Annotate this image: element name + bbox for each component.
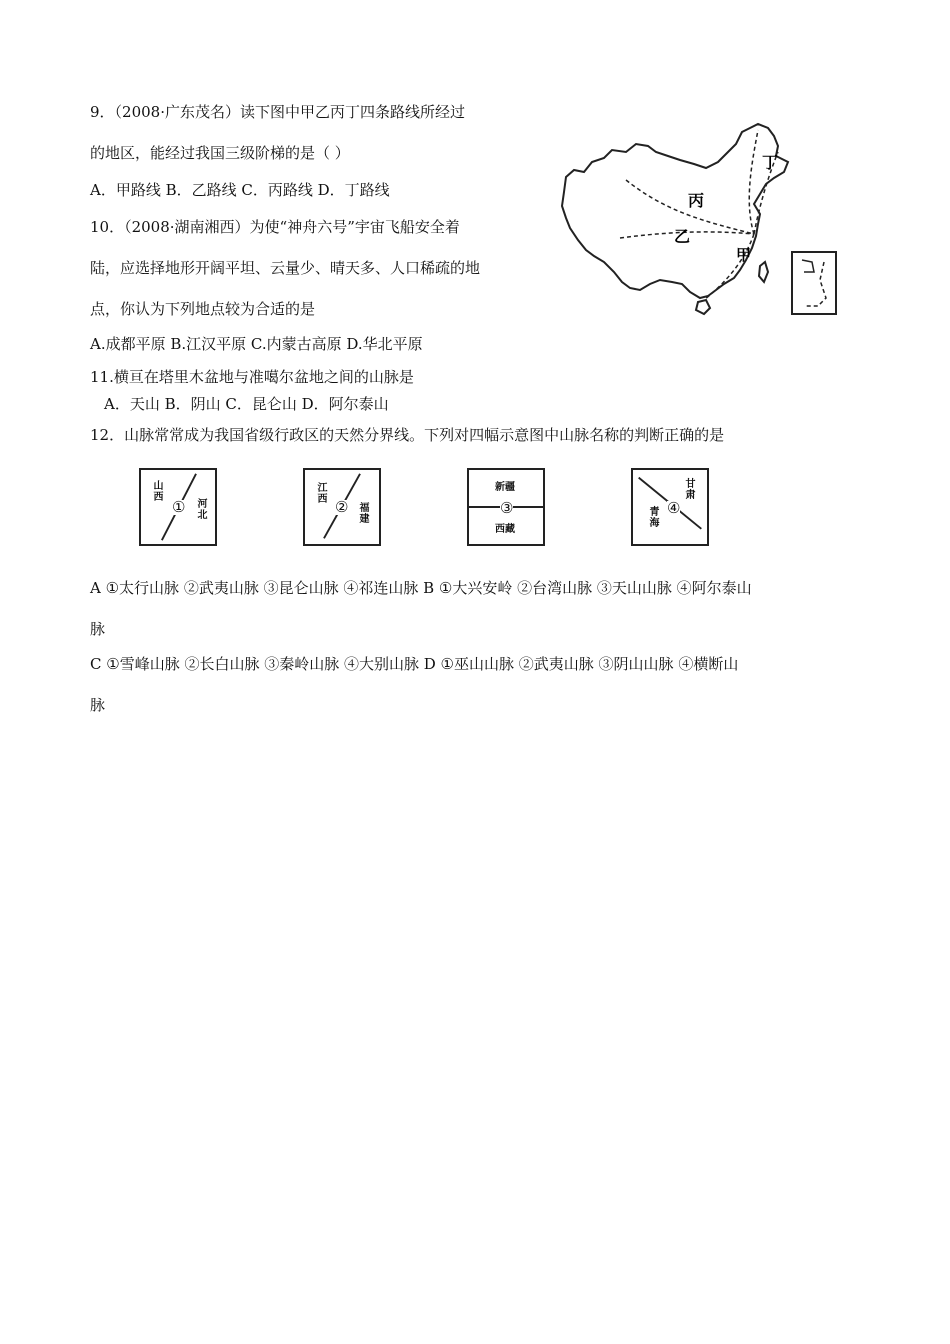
diagram-2-number: ② — [335, 498, 349, 516]
q11-options: A．天山 B．阴山 C．昆仑山 D．阿尔泰山 — [104, 395, 389, 413]
route-jia-label: 甲 — [736, 246, 752, 264]
diagram-2-left-label: 江西 — [315, 482, 326, 504]
diagram-4-number: ④ — [667, 499, 681, 517]
q11-line1: 11.横亘在塔里木盆地与准噶尔盆地之间的山脉是 — [90, 368, 414, 386]
diagram-4-left-label: 青海 — [647, 506, 658, 528]
mountain-diagram-3 — [467, 468, 545, 546]
diagram-1-left-label: 山西 — [151, 480, 162, 502]
mountain-diagram-1 — [139, 468, 217, 546]
mountain-diagram-2 — [303, 468, 381, 546]
diagram-1-right-label: 河北 — [195, 498, 206, 520]
q12-line1: 12．山脉常常成为我国省级行政区的天然分界线。下列对四幅示意图中山脉名称的判断正确的是 — [90, 426, 725, 444]
route-bing-label: 丙 — [688, 191, 705, 210]
mountain-diagram-4 — [631, 468, 709, 546]
q9-options: A．甲路线 B．乙路线 C．丙路线 D．丁路线 — [90, 181, 390, 199]
q12-options-cd: C ①雪峰山脉 ②长白山脉 ③秦岭山脉 ④大别山脉 D ①巫山山脉 ②武夷山脉 ③阴山山脉 ④横断山 — [90, 655, 739, 673]
diagram-1-number: ① — [172, 498, 186, 516]
diagram-4-right-label: 甘肃 — [683, 478, 694, 500]
q10-line2: 陆，应选择地形开阔平坦、云量少、晴天多、人口稀疏的地 — [90, 259, 481, 277]
q10-options: A.成都平原 B.江汉平原 C.内蒙古高原 D.华北平原 — [90, 335, 423, 353]
q12-options-cd-cont: 脉 — [90, 696, 106, 714]
q12-options-ab: A ①太行山脉 ②武夷山脉 ③昆仑山脉 ④祁连山脉 B ①大兴安岭 ②台湾山脉 ③天山山脉 ④阿尔泰山 — [90, 579, 752, 597]
diagram-3-number: ③ — [500, 499, 514, 517]
q10-line3: 点，你认为下列地点较为合适的是 — [90, 300, 316, 318]
route-yi-label: 乙 — [674, 227, 691, 246]
diagram-3-bottom-label: 西藏 — [495, 524, 515, 535]
diagram-3-top-label: 新疆 — [495, 482, 515, 493]
diagram-2-right-label: 福建 — [357, 502, 368, 524]
china-outline — [556, 122, 846, 322]
q12-options-ab-cont: 脉 — [90, 620, 106, 638]
q9-line1: 9．（2008·广东茂名）读下图中甲乙丙丁四条路线所经过 — [90, 103, 465, 121]
route-ding-label: 丁 — [762, 153, 779, 172]
china-route-map — [556, 122, 846, 322]
q9-line2: 的地区，能经过我国三级阶梯的是（ ） — [90, 144, 350, 162]
q10-line1: 10．（2008·湖南湘西）为使“神舟六号”宇宙飞船安全着 — [90, 218, 460, 236]
